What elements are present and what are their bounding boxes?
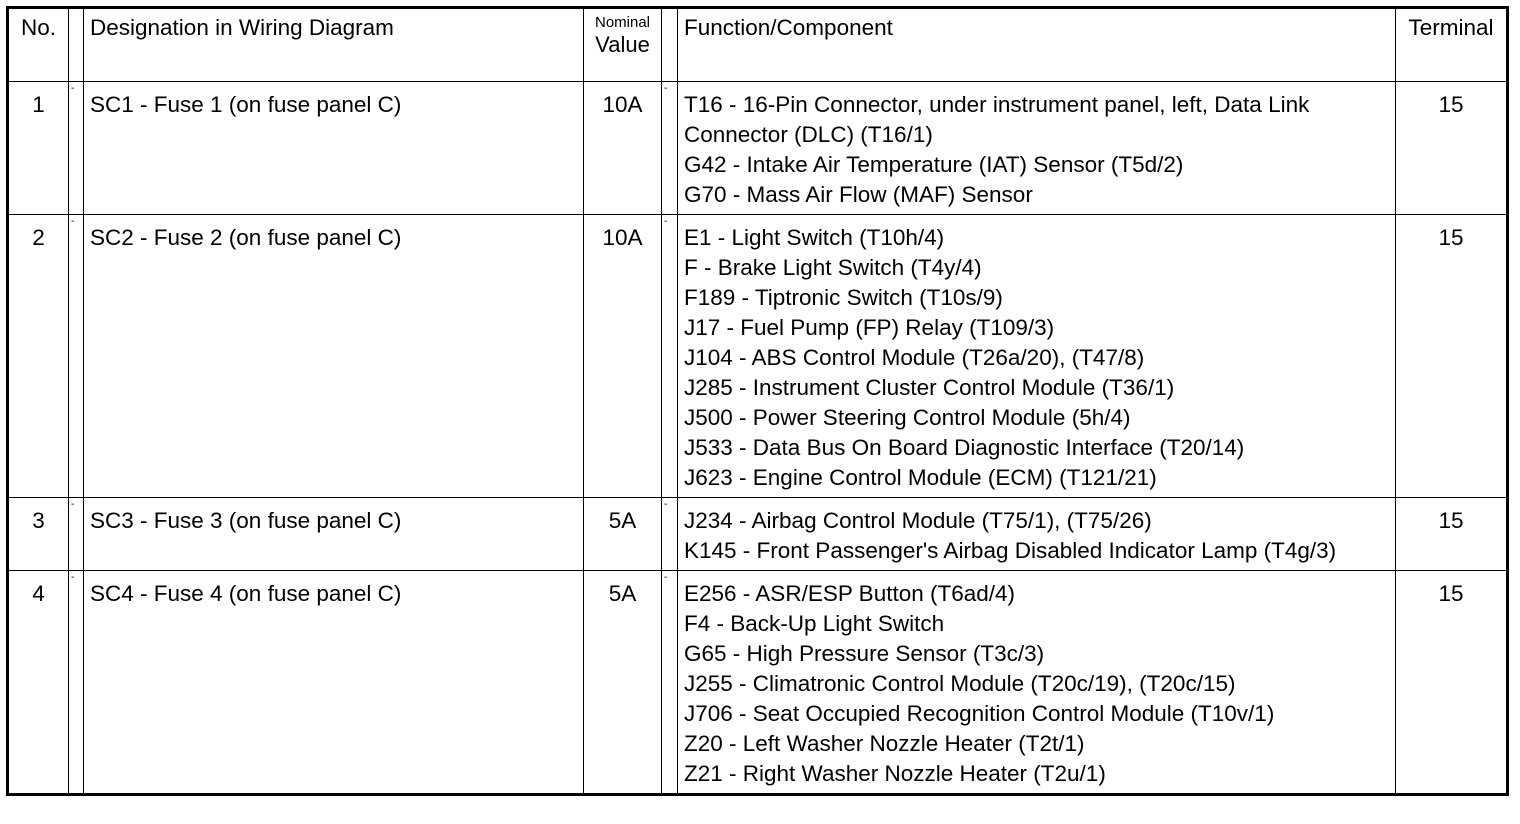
- function-item: E256 - ASR/ESP Button (T6ad/4): [684, 581, 1016, 606]
- row-functions: [678, 571, 1396, 795]
- function-item: J17 - Fuel Pump (FP) Relay (T109/3): [684, 315, 1055, 340]
- row-functions: [678, 82, 1396, 215]
- function-item: J706 - Seat Occupied Recognition Control Module (T10v/1): [684, 701, 1275, 726]
- row-spacer-2: [662, 571, 678, 795]
- header-terminal: Terminal: [1396, 8, 1508, 82]
- row-mark-2: -: [664, 83, 668, 94]
- row-mark: -: [71, 216, 75, 227]
- row-spacer-2: [662, 215, 678, 498]
- function-item: J104 - ABS Control Module (T26a/20), (T47/8): [684, 345, 1145, 370]
- row-nominal-value: 10A: [584, 82, 662, 215]
- function-item: J533 - Data Bus On Board Diagnostic Interface (T20/14): [684, 435, 1245, 460]
- header-value-label: Value: [595, 32, 650, 57]
- table-body: [8, 82, 1508, 795]
- row-functions: [678, 498, 1396, 571]
- header-nominal-label: Nominal: [594, 14, 651, 31]
- header-designation: Designation in Wiring Diagram: [84, 8, 584, 82]
- row-mark-2: -: [664, 499, 668, 510]
- row-terminal: 15: [1396, 571, 1508, 795]
- function-item: F - Brake Light Switch (T4y/4): [684, 255, 982, 280]
- table-row: [8, 82, 1508, 215]
- function-item: F189 - Tiptronic Switch (T10s/9): [684, 285, 1003, 310]
- row-terminal: 15: [1396, 215, 1508, 498]
- row-spacer: [69, 571, 84, 795]
- function-item: J623 - Engine Control Module (ECM) (T121/21): [684, 465, 1157, 490]
- row-nominal-value: 5A: [584, 498, 662, 571]
- header-nominal-value: [584, 8, 662, 82]
- row-number: 2: [8, 215, 69, 498]
- row-number: 1: [8, 82, 69, 215]
- function-item: G70 - Mass Air Flow (MAF) Sensor: [684, 182, 1033, 207]
- row-number: 4: [8, 571, 69, 795]
- function-item: G42 - Intake Air Temperature (IAT) Sensor (T5d/2): [684, 152, 1184, 177]
- row-number: 3: [8, 498, 69, 571]
- row-mark: -: [71, 83, 75, 94]
- function-item: J255 - Climatronic Control Module (T20c/19), (T20c/15): [684, 671, 1236, 696]
- header-function: Function/Component: [678, 8, 1396, 82]
- function-item: K145 - Front Passenger's Airbag Disabled Indicator Lamp (T4g/3): [684, 538, 1337, 563]
- row-designation: SC3 - Fuse 3 (on fuse panel C): [84, 498, 584, 571]
- row-spacer: [69, 215, 84, 498]
- function-item: F4 - Back-Up Light Switch: [684, 611, 945, 636]
- header-row: [8, 8, 1508, 82]
- row-spacer-2: [662, 82, 678, 215]
- table-row: [8, 498, 1508, 571]
- row-mark: -: [71, 572, 75, 583]
- row-mark-2: -: [664, 572, 668, 583]
- table-row: [8, 215, 1508, 498]
- header-spacer: [69, 8, 84, 82]
- row-mark-2: -: [664, 216, 668, 227]
- header-no: No.: [8, 8, 69, 82]
- row-terminal: 15: [1396, 82, 1508, 215]
- function-item: E1 - Light Switch (T10h/4): [684, 225, 945, 250]
- row-terminal: 15: [1396, 498, 1508, 571]
- row-mark: -: [71, 499, 75, 510]
- header-spacer-2: [662, 8, 678, 82]
- row-designation: SC4 - Fuse 4 (on fuse panel C): [84, 571, 584, 795]
- table-row: [8, 571, 1508, 795]
- function-item: J500 - Power Steering Control Module (5h/4): [684, 405, 1131, 430]
- row-functions: [678, 215, 1396, 498]
- function-item: G65 - High Pressure Sensor (T3c/3): [684, 641, 1045, 666]
- row-nominal-value: 5A: [584, 571, 662, 795]
- row-designation: SC2 - Fuse 2 (on fuse panel C): [84, 215, 584, 498]
- function-item: Z21 - Right Washer Nozzle Heater (T2u/1): [684, 761, 1106, 786]
- row-spacer-2: [662, 498, 678, 571]
- function-item: Z20 - Left Washer Nozzle Heater (T2t/1): [684, 731, 1085, 756]
- row-nominal-value: 10A: [584, 215, 662, 498]
- function-item: J234 - Airbag Control Module (T75/1), (T75/26): [684, 508, 1152, 533]
- row-spacer: [69, 82, 84, 215]
- function-item: T16 - 16-Pin Connector, under instrument panel, left, Data Link Connector (DLC) (T16/1): [684, 92, 1310, 147]
- row-spacer: [69, 498, 84, 571]
- row-designation: SC1 - Fuse 1 (on fuse panel C): [84, 82, 584, 215]
- fuse-table: [6, 6, 1509, 796]
- function-item: J285 - Instrument Cluster Control Module (T36/1): [684, 375, 1175, 400]
